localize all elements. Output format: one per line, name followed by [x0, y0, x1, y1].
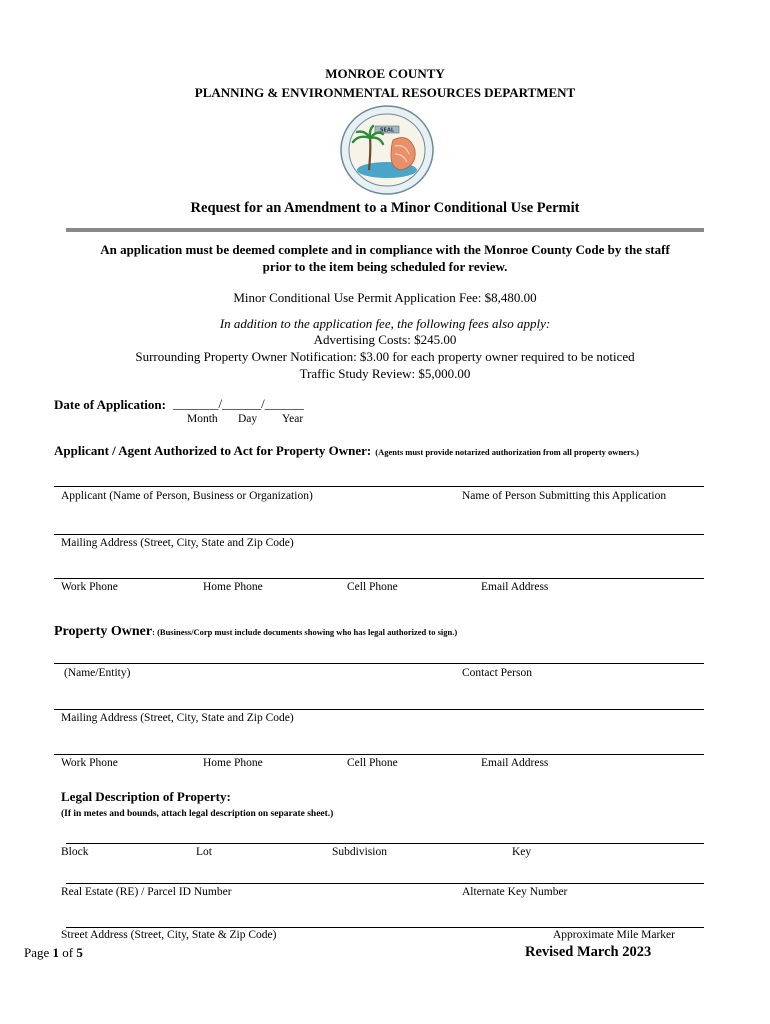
applicant-mailing-line[interactable]	[54, 534, 704, 535]
date-of-application-label: Date of Application:	[54, 397, 166, 412]
applicant-email-label: Email Address	[481, 581, 549, 593]
parcel-id-line[interactable]	[66, 883, 704, 884]
traffic-study-fee: Traffic Study Review: $5,000.00	[299, 366, 471, 381]
legal-note: (If in metes and bounds, attach legal description on separate sheet.)	[61, 809, 334, 819]
revision-date: Revised March 2023	[525, 944, 652, 960]
department-name: PLANNING & ENVIRONMENTAL RESOURCES DEPARTMENT	[194, 85, 576, 100]
subdivision-label: Subdivision	[332, 846, 387, 858]
additional-fee-note: In addition to the application fee, the following fees also apply:	[219, 316, 551, 331]
page-total: 5	[76, 945, 83, 960]
intro-line-2: prior to the item being scheduled for review.	[262, 259, 508, 274]
owner-note: : (Business/Corp must include documents showing who has legal authorized to sign.)	[152, 627, 458, 637]
owner-phone-line[interactable]	[54, 754, 704, 755]
legal-heading: Legal Description of Property:	[61, 789, 231, 804]
page-mid: of	[59, 945, 77, 960]
owner-work-phone-label: Work Phone	[61, 757, 118, 769]
alternate-key-label: Alternate Key Number	[462, 886, 568, 898]
date-year-label: Year	[282, 413, 304, 425]
applicant-mailing-label: Mailing Address (Street, City, State and Zip Code)	[61, 537, 294, 549]
notification-fee: Surrounding Property Owner Notification: $3.00 for each property owner required to be noticed	[135, 349, 635, 364]
date-day-label: Day	[238, 413, 258, 425]
block-label: Block	[61, 846, 89, 858]
street-address-line[interactable]	[66, 927, 704, 928]
title-divider	[66, 228, 704, 232]
form-title: Request for an Amendment to a Minor Conditional Use Permit	[190, 200, 580, 216]
applicant-cell-phone-label: Cell Phone	[347, 581, 398, 593]
applicant-work-phone-label: Work Phone	[61, 581, 118, 593]
owner-email-label: Email Address	[481, 757, 549, 769]
owner-mailing-line[interactable]	[54, 709, 704, 710]
county-name: MONROE COUNTY	[325, 66, 445, 81]
mile-marker-label: Approximate Mile Marker	[553, 929, 675, 941]
page-number: 1	[52, 945, 60, 960]
parcel-id-label: Real Estate (RE) / Parcel ID Number	[61, 886, 232, 898]
date-month-label: Month	[187, 413, 218, 425]
key-label: Key	[512, 846, 532, 858]
owner-heading-row	[54, 622, 457, 640]
legal-block-line[interactable]	[66, 843, 704, 844]
county-seal-icon	[339, 104, 435, 196]
owner-name-line[interactable]	[54, 663, 704, 664]
owner-heading: Property Owner	[54, 624, 153, 639]
lot-label: Lot	[196, 846, 212, 858]
applicant-home-phone-label: Home Phone	[203, 581, 263, 593]
applicant-heading: Applicant / Agent Authorized to Act for Property Owner:	[54, 443, 372, 458]
owner-cell-phone-label: Cell Phone	[347, 757, 398, 769]
seal-banner-text: SEAL	[379, 127, 395, 134]
owner-home-phone-label: Home Phone	[203, 757, 263, 769]
owner-name-label: (Name/Entity)	[64, 667, 131, 679]
applicant-phone-line[interactable]	[54, 578, 704, 579]
applicant-heading-row	[54, 442, 639, 460]
applicant-name-label: Applicant (Name of Person, Business or Organization)	[61, 490, 313, 502]
intro-line-1: An application must be deemed complete and in compliance with the Monroe County Code by the staff	[100, 242, 670, 257]
application-fee: Minor Conditional Use Permit Application Fee: $8,480.00	[233, 290, 537, 305]
page-prefix: Page	[24, 945, 53, 960]
advertising-fee: Advertising Costs: $245.00	[313, 332, 457, 347]
date-of-application-field[interactable]: _______/______/______	[173, 396, 304, 411]
street-address-label: Street Address (Street, City, State & Zip Code)	[61, 929, 277, 941]
applicant-note: (Agents must provide notarized authorization from all property owners.)	[375, 447, 639, 457]
owner-mailing-label: Mailing Address (Street, City, State and Zip Code)	[61, 712, 294, 724]
page-indicator	[24, 945, 83, 961]
applicant-name-line[interactable]	[54, 486, 704, 487]
submitter-name-label: Name of Person Submitting this Application	[462, 490, 667, 502]
owner-contact-label: Contact Person	[462, 667, 532, 679]
